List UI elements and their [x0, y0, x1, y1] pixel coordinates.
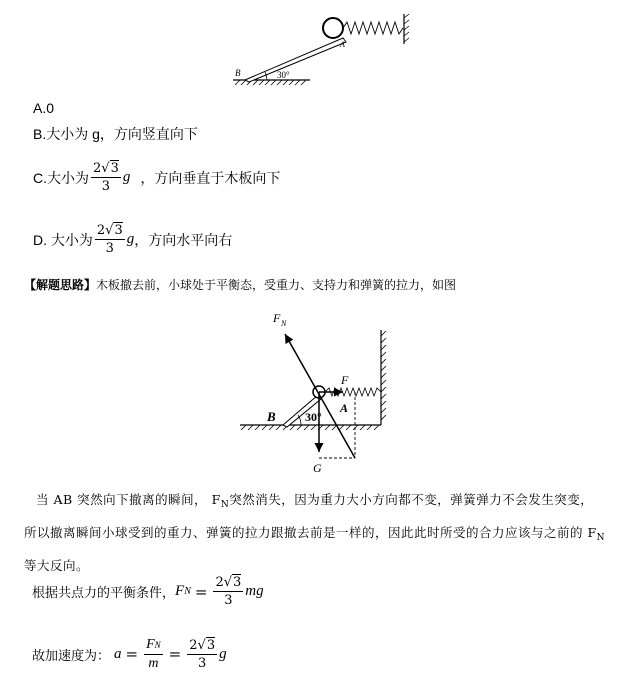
- solution-intro: [24, 276, 456, 293]
- solution-intro-text: 木板撤去前，小球处于平衡态，受重力、支持力和弹簧的拉力，如图: [96, 278, 457, 292]
- g-label: G: [313, 461, 322, 475]
- eq2-equals-2: =: [168, 645, 182, 663]
- incline-spring-figure: [225, 10, 415, 90]
- option-d-suffix: ，方向水平向右: [134, 231, 233, 248]
- eq2-fraction: [187, 637, 217, 672]
- eq1-equals: =: [194, 582, 208, 601]
- para-sub1: N: [220, 500, 230, 510]
- eq2-fnum: F: [146, 637, 155, 652]
- b-label: B: [267, 409, 276, 424]
- option-d-den: 3: [105, 241, 114, 256]
- force-diagram: [235, 300, 405, 480]
- option-d-fraction: [95, 222, 125, 257]
- label-a: A: [340, 40, 345, 49]
- a-label: A: [340, 401, 349, 415]
- fn-label: F: [273, 311, 281, 325]
- equation-acceleration: [32, 636, 227, 672]
- para-line1: 当 AB 突然向下撤离的瞬间， F: [36, 492, 221, 507]
- sqrt-symbol: √3: [101, 161, 119, 176]
- label-b: B: [235, 68, 241, 78]
- angle-30-label: 30°: [305, 410, 322, 424]
- option-d-prefix: D. 大小为: [33, 231, 93, 248]
- sqrt-symbol: √3: [197, 637, 216, 653]
- f-label: F: [341, 373, 349, 387]
- option-c-var: g: [122, 169, 131, 185]
- option-c-num-coef: 2: [93, 161, 102, 176]
- angle-label: 30°: [277, 70, 290, 80]
- eq2-num-coef: 2: [189, 637, 198, 653]
- eq2-prefix: 故加速度为：: [32, 648, 111, 664]
- explanation-paragraph: [24, 486, 624, 579]
- eq2-den: 3: [198, 655, 207, 671]
- eq2-fden: m: [148, 656, 159, 671]
- eq1-tail: mg: [245, 583, 264, 599]
- fn-sub-label: N: [281, 319, 287, 328]
- para-sub2: N: [596, 533, 606, 543]
- sqrt-symbol: √3: [105, 223, 123, 238]
- option-c-num-rad: 3: [110, 161, 119, 176]
- eq2-equals-1: =: [125, 645, 139, 663]
- para-line1b: 突然消失，因为重力大小方向都不变，弹簧弹力不会发生突变，: [229, 492, 594, 507]
- eq2-num-rad: 3: [206, 637, 216, 653]
- eq1-lhs: F: [175, 583, 185, 599]
- option-c-fraction: [91, 160, 121, 195]
- option-d-num-coef: 2: [96, 223, 106, 238]
- sqrt-symbol: √3: [223, 575, 242, 590]
- eq1-den: 3: [224, 593, 233, 608]
- equation-fn: [32, 574, 264, 609]
- para-line2: 所以撤离瞬间小球受到的重力、弹簧的拉力跟撤去前是一样的，因此此时所受的合力应该与之前的 F: [24, 525, 597, 540]
- option-c-prefix: C.大小为: [33, 169, 89, 186]
- option-c-suffix: ，方向垂直于木板向下: [140, 169, 281, 186]
- option-b: B.大小为 g，方向竖直向下: [33, 126, 198, 142]
- option-d-num-rad: 3: [114, 223, 123, 238]
- option-c-den: 3: [101, 179, 111, 194]
- eq1-fraction: [213, 574, 243, 609]
- eq2-fnum-sub: N: [154, 640, 161, 650]
- option-c: [33, 160, 280, 195]
- solution-heading: 【解题思路】: [24, 278, 97, 292]
- option-a: A.0: [33, 100, 55, 116]
- eq2-tail: g: [219, 645, 227, 662]
- eq1-num-coef: 2: [215, 575, 224, 590]
- eq1-prefix: 根据共点力的平衡条件，: [32, 586, 176, 601]
- option-d-var: g: [126, 231, 135, 247]
- eq2-lhs: a: [114, 645, 122, 662]
- eq2-fraction-fn-m: [144, 636, 163, 672]
- option-d: [33, 222, 232, 257]
- eq1-lhs-sub: N: [184, 586, 191, 597]
- eq1-num-rad: 3: [233, 575, 242, 590]
- para-line3: 等大反向。: [24, 558, 90, 573]
